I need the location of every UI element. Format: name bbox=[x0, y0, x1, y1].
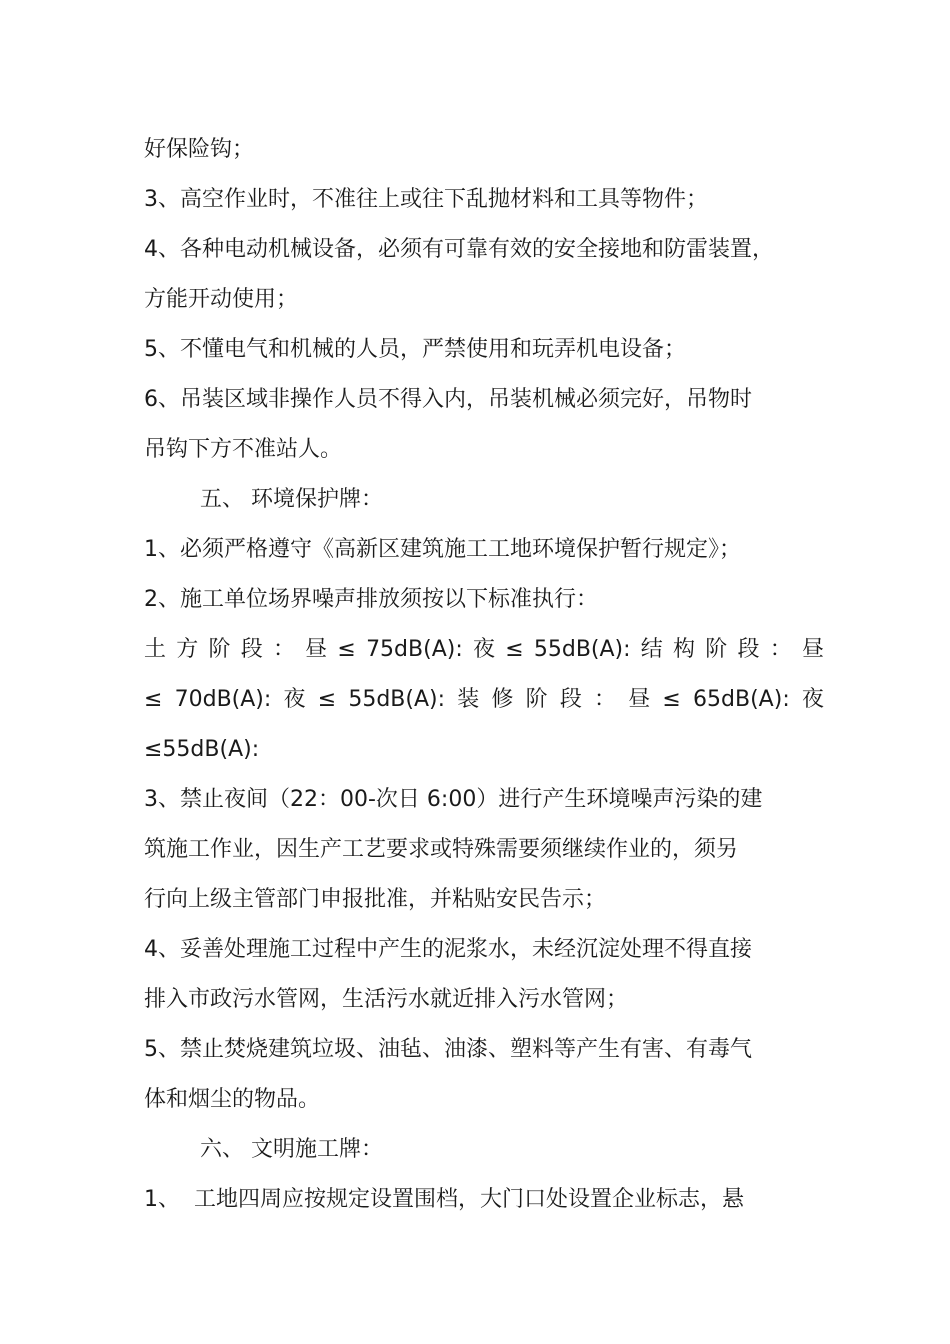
noise-token: 方 bbox=[176, 637, 199, 662]
noise-token: 夜 bbox=[283, 687, 306, 712]
noise-token: ≤ bbox=[662, 687, 681, 712]
text-line: 3、高空作业时，不准往上或往下乱抛材料和工具等物件； bbox=[144, 187, 708, 212]
noise-token: 段 bbox=[240, 637, 263, 662]
noise-token: 装 bbox=[457, 687, 480, 712]
noise-token: 段 bbox=[737, 637, 760, 662]
noise-token: ≤ bbox=[337, 637, 356, 662]
noise-token: 构 bbox=[673, 637, 696, 662]
noise-token: 夜 bbox=[801, 687, 824, 712]
noise-token: ： bbox=[769, 637, 792, 662]
text-line: 吊钩下方不准站人。 bbox=[144, 437, 343, 462]
text-line: 2、施工单位场界噪声排放须按以下标准执行： bbox=[144, 587, 598, 612]
noise-token: 55dB(A): bbox=[348, 687, 446, 712]
noise-token: 土 bbox=[144, 637, 167, 662]
noise-token: 修 bbox=[491, 687, 514, 712]
text-line: 好保险钩； bbox=[144, 137, 255, 162]
noise-token: 昼 bbox=[801, 637, 824, 662]
text-line: 1、必须严格遵守《高新区建筑施工工地环境保护暂行规定》； bbox=[144, 537, 741, 562]
text-line: 6、吊装区域非操作人员不得入内，吊装机械必须完好，吊物时 bbox=[144, 387, 752, 412]
text-line: 4、各种电动机械设备，必须有可靠有效的安全接地和防雷装置， bbox=[144, 237, 774, 262]
noise-token: 70dB(A): bbox=[174, 687, 272, 712]
noise-token: 65dB(A): bbox=[693, 687, 790, 712]
noise-token: ≤ bbox=[317, 687, 337, 712]
text-line: 方能开动使用； bbox=[144, 287, 299, 312]
noise-token: ≤ bbox=[144, 687, 163, 712]
noise-token: 55dB(A): bbox=[533, 637, 631, 662]
noise-token: 昼 bbox=[305, 637, 328, 662]
noise-token: 结 bbox=[640, 637, 663, 662]
noise-token: 75dB(A): bbox=[366, 637, 463, 662]
noise-standard-line-1 bbox=[144, 630, 824, 670]
noise-token: ： bbox=[594, 687, 617, 712]
noise-token: 段 bbox=[559, 687, 582, 712]
text-line: 行向上级主管部门申报批准，并粘贴安民告示； bbox=[144, 887, 607, 912]
text-line: 5、禁止焚烧建筑垃圾、油毡、油漆、塑料等产生有害、有毒气 bbox=[144, 1037, 752, 1062]
noise-standard-line-3: ≤55dB(A): bbox=[144, 737, 260, 762]
noise-token: 阶 bbox=[705, 637, 728, 662]
noise-token: 阶 bbox=[208, 637, 231, 662]
noise-token: 夜 bbox=[472, 637, 495, 662]
section-heading-civilized-construction: 六、 文明施工牌： bbox=[200, 1137, 383, 1162]
noise-standard-line-2 bbox=[144, 680, 824, 720]
noise-token: ≤ bbox=[505, 637, 524, 662]
section-heading-environment: 五、 环境保护牌： bbox=[200, 487, 383, 512]
text-line: 4、妥善处理施工过程中产生的泥浆水，未经沉淀处理不得直接 bbox=[144, 937, 752, 962]
text-line: 3、禁止夜间（22：00-次日 6:00）进行产生环境噪声污染的建 bbox=[144, 787, 763, 812]
text-line: 体和烟尘的物品。 bbox=[144, 1087, 321, 1112]
noise-token: 阶 bbox=[525, 687, 548, 712]
text-line: 5、不懂电气和机械的人员，严禁使用和玩弄机电设备； bbox=[144, 337, 686, 362]
text-line: 1、 工地四周应按规定设置围档，大门口处设置企业标志，悬 bbox=[144, 1187, 744, 1212]
noise-token: 昼 bbox=[628, 687, 651, 712]
text-line: 筑施工作业，因生产工艺要求或特殊需要须继续作业的，须另 bbox=[144, 837, 739, 862]
text-line: 排入市政污水管网，生活污水就近排入污水管网； bbox=[144, 987, 629, 1012]
noise-token: ： bbox=[272, 637, 295, 662]
